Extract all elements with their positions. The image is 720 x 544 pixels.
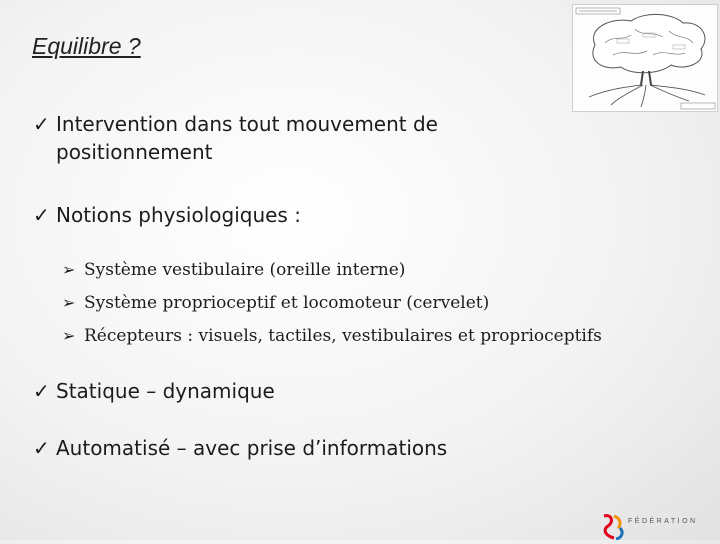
check-icon: ✓ [33, 436, 50, 460]
brain-tree-illustration [573, 5, 719, 113]
bullet-intervention [33, 110, 513, 166]
federation-logo [600, 512, 715, 540]
bullet-text: Statique – dynamique [56, 379, 275, 403]
bullet-text: Intervention dans tout mouvement de positionnement [56, 112, 438, 164]
logo-mark-icon [600, 512, 626, 540]
brain-diagram-image [572, 4, 718, 112]
bullet-statique [33, 377, 513, 405]
sub-bullet-vestibulaire [62, 259, 405, 281]
check-icon: ✓ [33, 203, 50, 227]
sub-bullet-text: Système vestibulaire (oreille interne) [84, 260, 406, 280]
arrow-icon: ➢ [62, 326, 76, 345]
sub-bullet-proprioceptif [62, 292, 489, 314]
bullet-text: Automatisé – avec prise d’informations [56, 436, 448, 460]
bullet-text: Notions physiologiques : [56, 203, 301, 227]
sub-bullet-text: Système proprioceptif et locomoteur (cervelet) [84, 293, 490, 313]
bullet-automatise [33, 434, 593, 462]
check-icon: ✓ [33, 112, 50, 136]
arrow-icon: ➢ [62, 293, 76, 312]
sub-bullet-text: Récepteurs : visuels, tactiles, vestibulaires et proprioceptifs [84, 326, 602, 346]
page-title: Equilibre ? [32, 33, 141, 59]
arrow-icon: ➢ [62, 260, 76, 279]
bullet-notions [33, 201, 513, 229]
check-icon: ✓ [33, 379, 50, 403]
sub-bullet-recepteurs [62, 325, 602, 347]
logo-text: FÉDÉRATION [628, 518, 698, 525]
